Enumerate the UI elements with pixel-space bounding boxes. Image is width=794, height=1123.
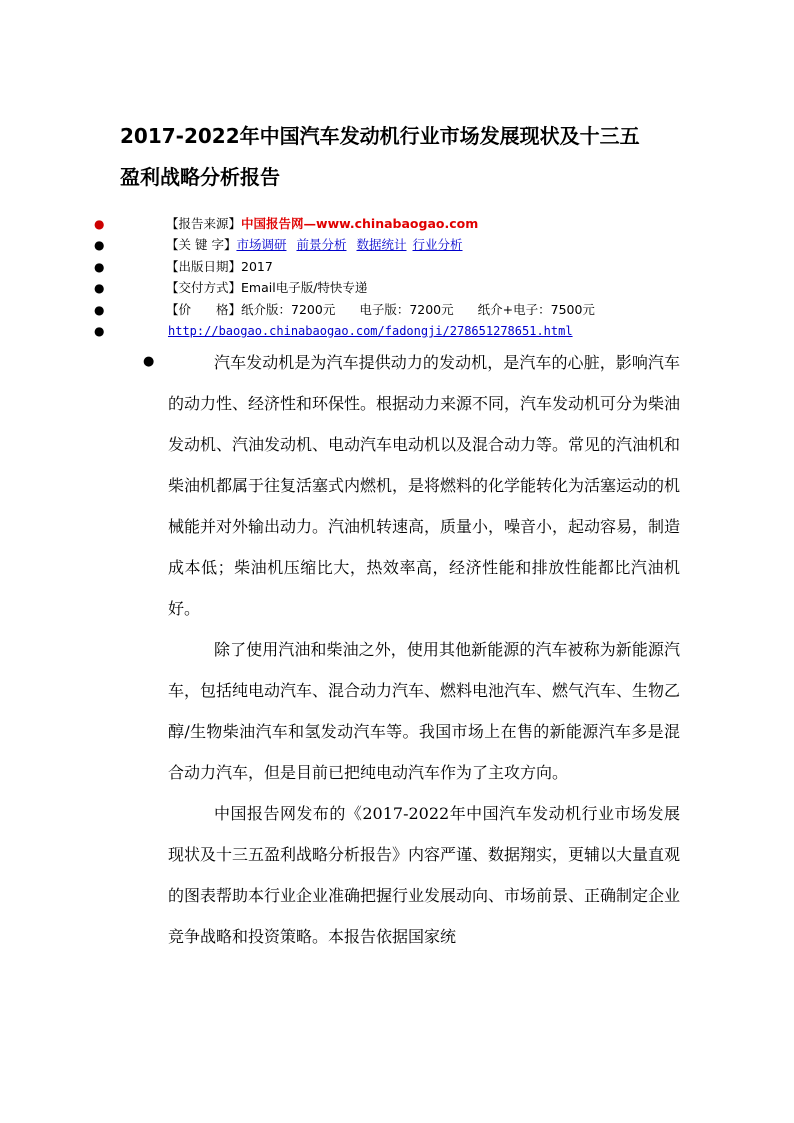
meta-row-date [0,257,794,277]
report-url-link[interactable]: http://baogao.chinabaogao.com/fadongji/278651278651.html [168,324,573,338]
bullet-icon: ● [94,303,105,317]
bullet-icon: ● [143,354,155,369]
meta-row-source [0,214,794,234]
bullet-icon: ● [94,217,105,231]
keyword-link-market-research[interactable]: 市场调研 [236,237,287,252]
date-value: 2017 [241,259,273,274]
delivery-value: Email电子版/特快专递 [241,280,368,295]
meta-row-price [0,300,794,320]
keyword-link-statistics[interactable]: 数据统计 [356,237,407,252]
title-line-2: 盈利战略分析报告 [120,165,280,189]
bullet-icon: ● [94,238,105,252]
delivery-label: 【交付方式】 [166,280,242,295]
bullet-icon: ● [94,281,105,295]
source-label: 【报告来源】 [166,216,242,231]
date-label: 【出版日期】 [166,259,242,274]
title-line-1: 2017-2022年中国汽车发动机行业市场发展现状及十三五 [120,124,640,148]
meta-row-url [0,321,794,341]
source-value: 中国报告网—www.chinabaogao.com [241,216,479,231]
body-paragraph: 除了使用汽油和柴油之外，使用其他新能源的汽车被称为新能源汽车，包括纯电动汽车、混合动力汽车、燃料电池汽车、燃气汽车、生物乙醇/生物柴油汽车和氢发动汽车等。我国市场上在售的新能源汽车多是混合动力汽车，但是目前已把纯电动汽车作为了主攻方向。 [168,640,681,782]
keyword-link-outlook[interactable]: 前景分析 [296,237,347,252]
price-electronic: 电子版：7200元 [359,302,454,317]
keywords-label: 【关 键 字】 [166,237,237,252]
report-body [168,342,680,957]
body-paragraph: 中国报告网发布的《2017-2022年中国汽车发动机行业市场发展现状及十三五盈利战略分析报告》内容严谨、数据翔实，更辅以大量直观的图表帮助本行业企业准确把握行业发展动向、市场前景、正确制定企业竞争战略和投资策略。本报告依据国家统 [168,804,681,946]
meta-row-keywords [0,235,794,255]
report-title [120,116,700,198]
bullet-icon: ● [94,324,105,338]
price-label: 【价 格】 [166,302,242,317]
price-both: 纸介+电子：7500元 [477,302,595,317]
bullet-icon: ● [94,260,105,274]
price-paper: 纸介版：7200元 [241,302,336,317]
meta-row-delivery [0,278,794,298]
keyword-link-industry[interactable]: 行业分析 [412,237,463,252]
body-paragraph: 汽车发动机是为汽车提供动力的发动机，是汽车的心脏，影响汽车的动力性、经济性和环保性。根据动力来源不同，汽车发动机可分为柴油发动机、汽油发动机、电动汽车电动机以及混合动力等。常见的汽油机和柴油机都属于往复活塞式内燃机，是将燃料的化学能转化为活塞运动的机械能并对外输出动力。汽油机转速高，质量小，噪音小，起动容易，制造成本低；柴油机压缩比大，热效率高，经济性能和排放性能都比汽油机好。 [168,353,681,618]
